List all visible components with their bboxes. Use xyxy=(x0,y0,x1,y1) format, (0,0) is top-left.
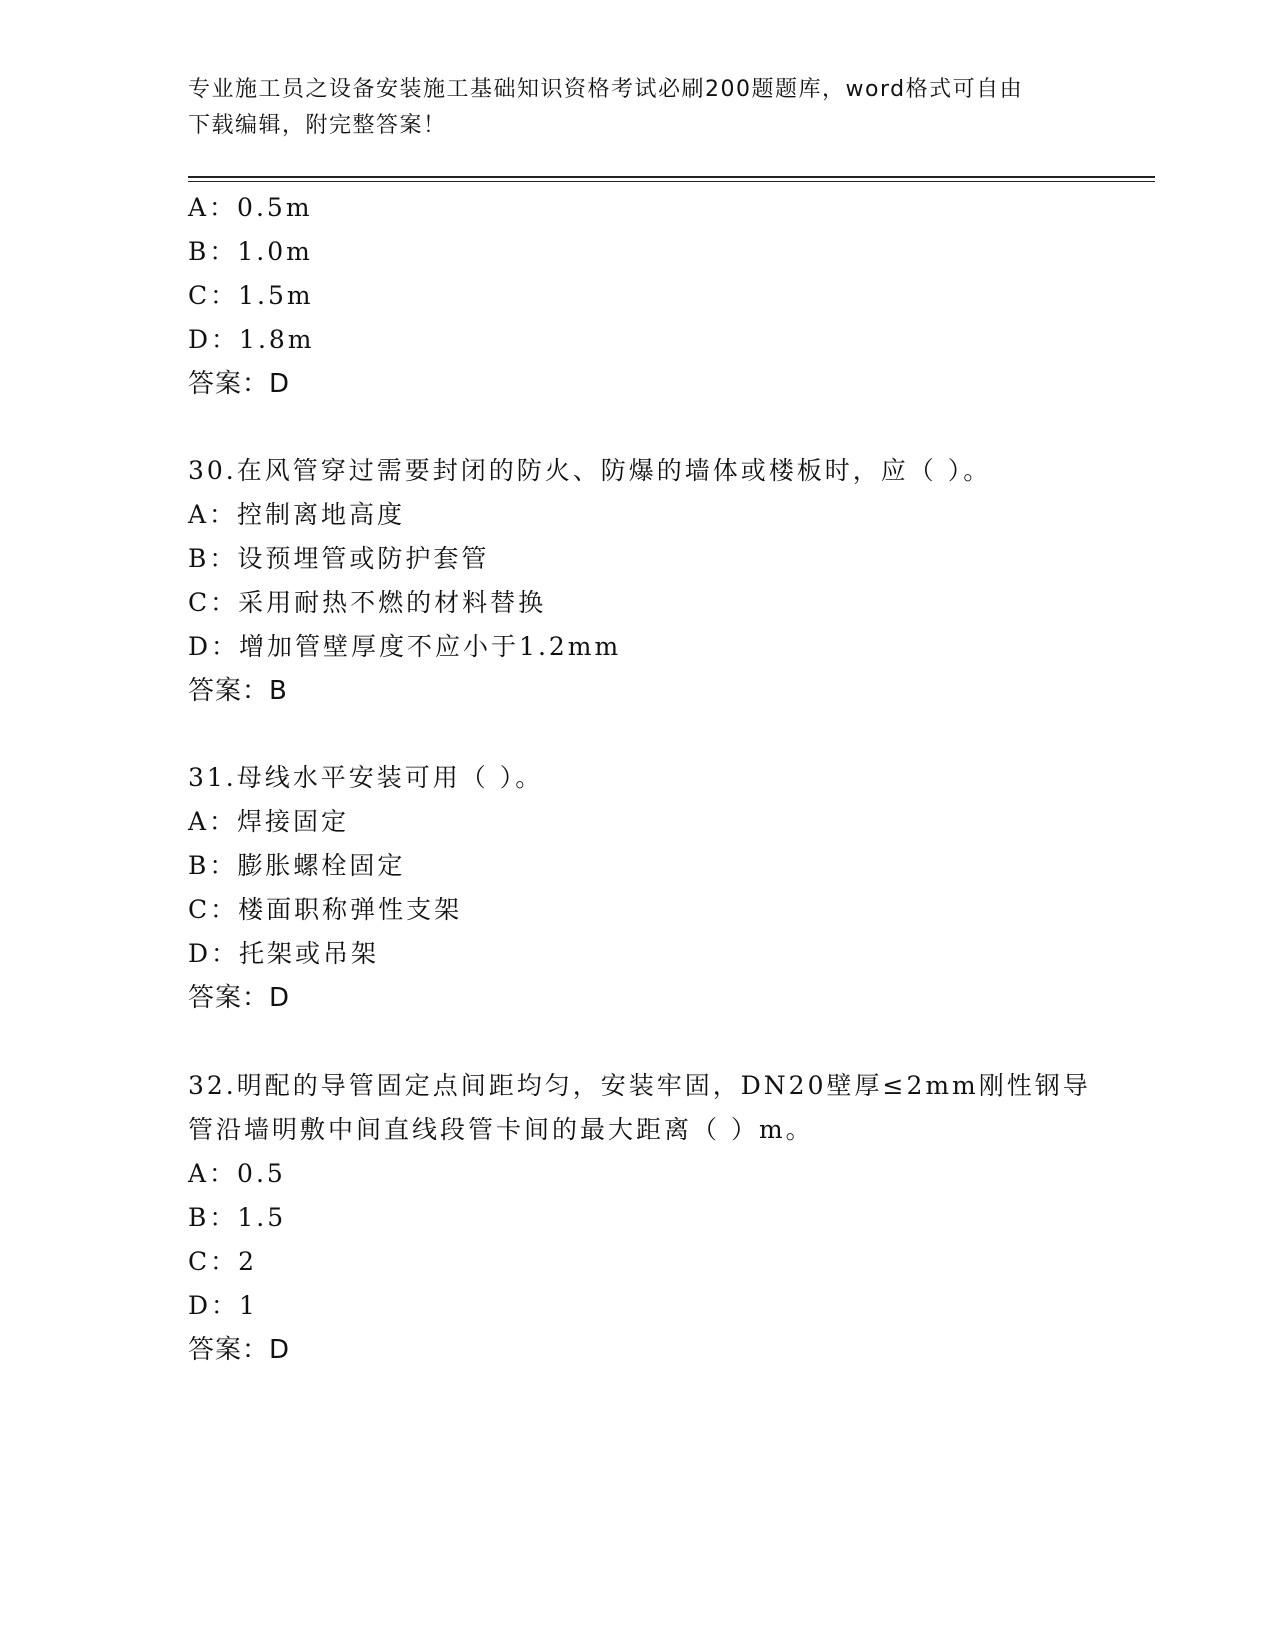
header-line-1: 专业施工员之设备安装施工基础知识资格考试必刷200题题库，word格式可自由 xyxy=(188,77,1024,102)
answer-line: 答案：D xyxy=(188,369,291,399)
option-a: A：0.5m xyxy=(188,193,313,222)
answer-line: 答案：D xyxy=(188,983,291,1013)
option-d: D：增加管壁厚度不应小于1.2mm xyxy=(188,632,622,661)
option-c: C：2 xyxy=(188,1247,258,1276)
option-d: D：托架或吊架 xyxy=(188,939,380,968)
header-divider-thin xyxy=(188,181,1155,182)
question-stem: 30.在风管穿过需要封闭的防火、防爆的墙体或楼板时，应（ ）。 xyxy=(188,456,992,485)
option-a: A：焊接固定 xyxy=(188,807,350,836)
option-b: B：1.0m xyxy=(188,237,313,266)
option-c: C：采用耐热不燃的材料替换 xyxy=(188,588,547,617)
header-line-2: 下载编辑，附完整答案！ xyxy=(188,113,447,138)
question-stem-line-2: 管沿墙明敷中间直线段管卡间的最大距离（ ）m。 xyxy=(188,1115,814,1144)
option-a: A：控制离地高度 xyxy=(188,500,406,529)
option-d: D：1.8m xyxy=(188,325,315,354)
option-a: A：0.5 xyxy=(188,1159,286,1188)
option-c: C：楼面职称弹性支架 xyxy=(188,895,463,924)
document-header xyxy=(188,72,1068,144)
option-b: B：膨胀螺栓固定 xyxy=(188,851,406,880)
option-b: B：1.5 xyxy=(188,1203,287,1232)
question-stem: 31.母线水平安装可用（ ）。 xyxy=(188,763,544,792)
option-b: B：设预埋管或防护套管 xyxy=(188,544,490,573)
option-c: C：1.5m xyxy=(188,281,314,310)
header-divider-thick xyxy=(188,176,1155,178)
answer-line: 答案：B xyxy=(188,676,288,706)
question-stem-line-1: 32.明配的导管固定点间距均匀，安装牢固，DN20壁厚≤2mm刚性钢导 xyxy=(188,1071,1091,1100)
answer-line: 答案：D xyxy=(188,1335,291,1365)
option-d: D：1 xyxy=(188,1291,258,1320)
